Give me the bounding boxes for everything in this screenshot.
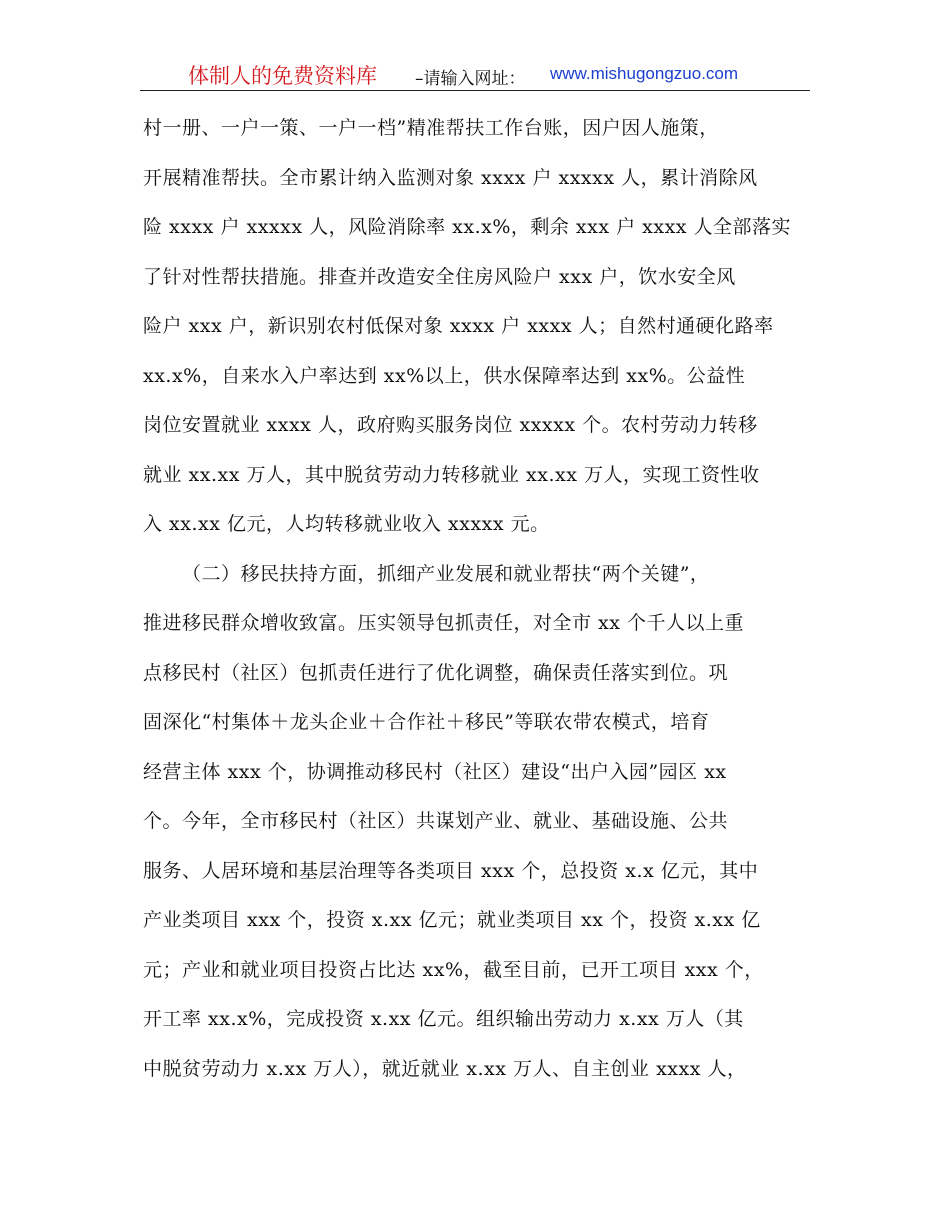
- text-line: 元；产业和就业项目投资占比达 xx%，截至目前，已开工项目 xxx 个，: [143, 959, 764, 981]
- page-header: [140, 58, 810, 91]
- text-line: xx.x%，自来水入户率达到 xx%以上，供水保障率达到 xx%。公益性: [143, 365, 746, 387]
- text-line: 入 xx.xx 亿元，人均转移就业收入 xxxxx 元。: [143, 513, 550, 535]
- site-name: 体制人的免费资料库: [188, 64, 377, 88]
- paragraph-first-line: （二）移民扶持方面，抓细产业发展和就业帮扶“两个关键”，: [182, 563, 710, 585]
- text-line: 推进移民群众增收致富。压实领导包抓责任，对全市 xx 个千人以上重: [143, 612, 745, 634]
- text-line: 服务、人居环境和基层治理等各类项目 xxx 个，总投资 x.x 亿元，其中: [143, 860, 759, 882]
- text-line: 险户 xxx 户，新识别农村低保对象 xxxx 户 xxxx 人；自然村通硬化路率: [143, 315, 774, 337]
- text-line: 固深化“村集体＋龙头企业＋合作社＋移民”等联农带农模式，培育: [143, 711, 710, 733]
- text-line: 中脱贫劳动力 x.xx 万人），就近就业 x.xx 万人、自主创业 xxxx 人，: [143, 1058, 747, 1080]
- text-line: 个。今年，全市移民村（社区）共谋划产业、就业、基础设施、公共: [143, 810, 729, 832]
- text-line: 险 xxxx 户 xxxxx 人，风险消除率 xx.x%，剩余 xxx 户 xxxx 人全部落实: [143, 216, 792, 238]
- text-line: 村一册、一户一策、一户一档”精准帮扶工作台账，因户因人施策，: [143, 117, 719, 139]
- text-line: 了针对性帮扶措施。排查并改造安全住房风险户 xxx 户，饮水安全风: [143, 266, 736, 288]
- text-line: 开工率 xx.x%，完成投资 x.xx 亿元。组织输出劳动力 x.xx 万人（其: [143, 1008, 744, 1030]
- text-line: 开展精准帮扶。全市累计纳入监测对象 xxxx 户 xxxxx 人，累计消除风: [143, 167, 758, 189]
- url-prompt: –请输入网址：: [415, 69, 526, 89]
- text-line: 点移民村（社区）包抓责任进行了优化调整，确保责任落实到位。巩: [143, 662, 729, 684]
- text-line: 就业 xx.xx 万人，其中脱贫劳动力转移就业 xx.xx 万人，实现工资性收: [143, 464, 760, 486]
- text-line: 产业类项目 xxx 个，投资 x.xx 亿元；就业类项目 xx 个，投资 x.xx 亿: [143, 909, 761, 931]
- text-line: 经营主体 xxx 个，协调推动移民村（社区）建设“出户入园”园区 xx: [143, 761, 727, 783]
- site-url[interactable]: www.mishugongzuo.com: [550, 64, 739, 83]
- text-line: 岗位安置就业 xxxx 人，政府购买服务岗位 xxxxx 个。农村劳动力转移: [143, 414, 758, 436]
